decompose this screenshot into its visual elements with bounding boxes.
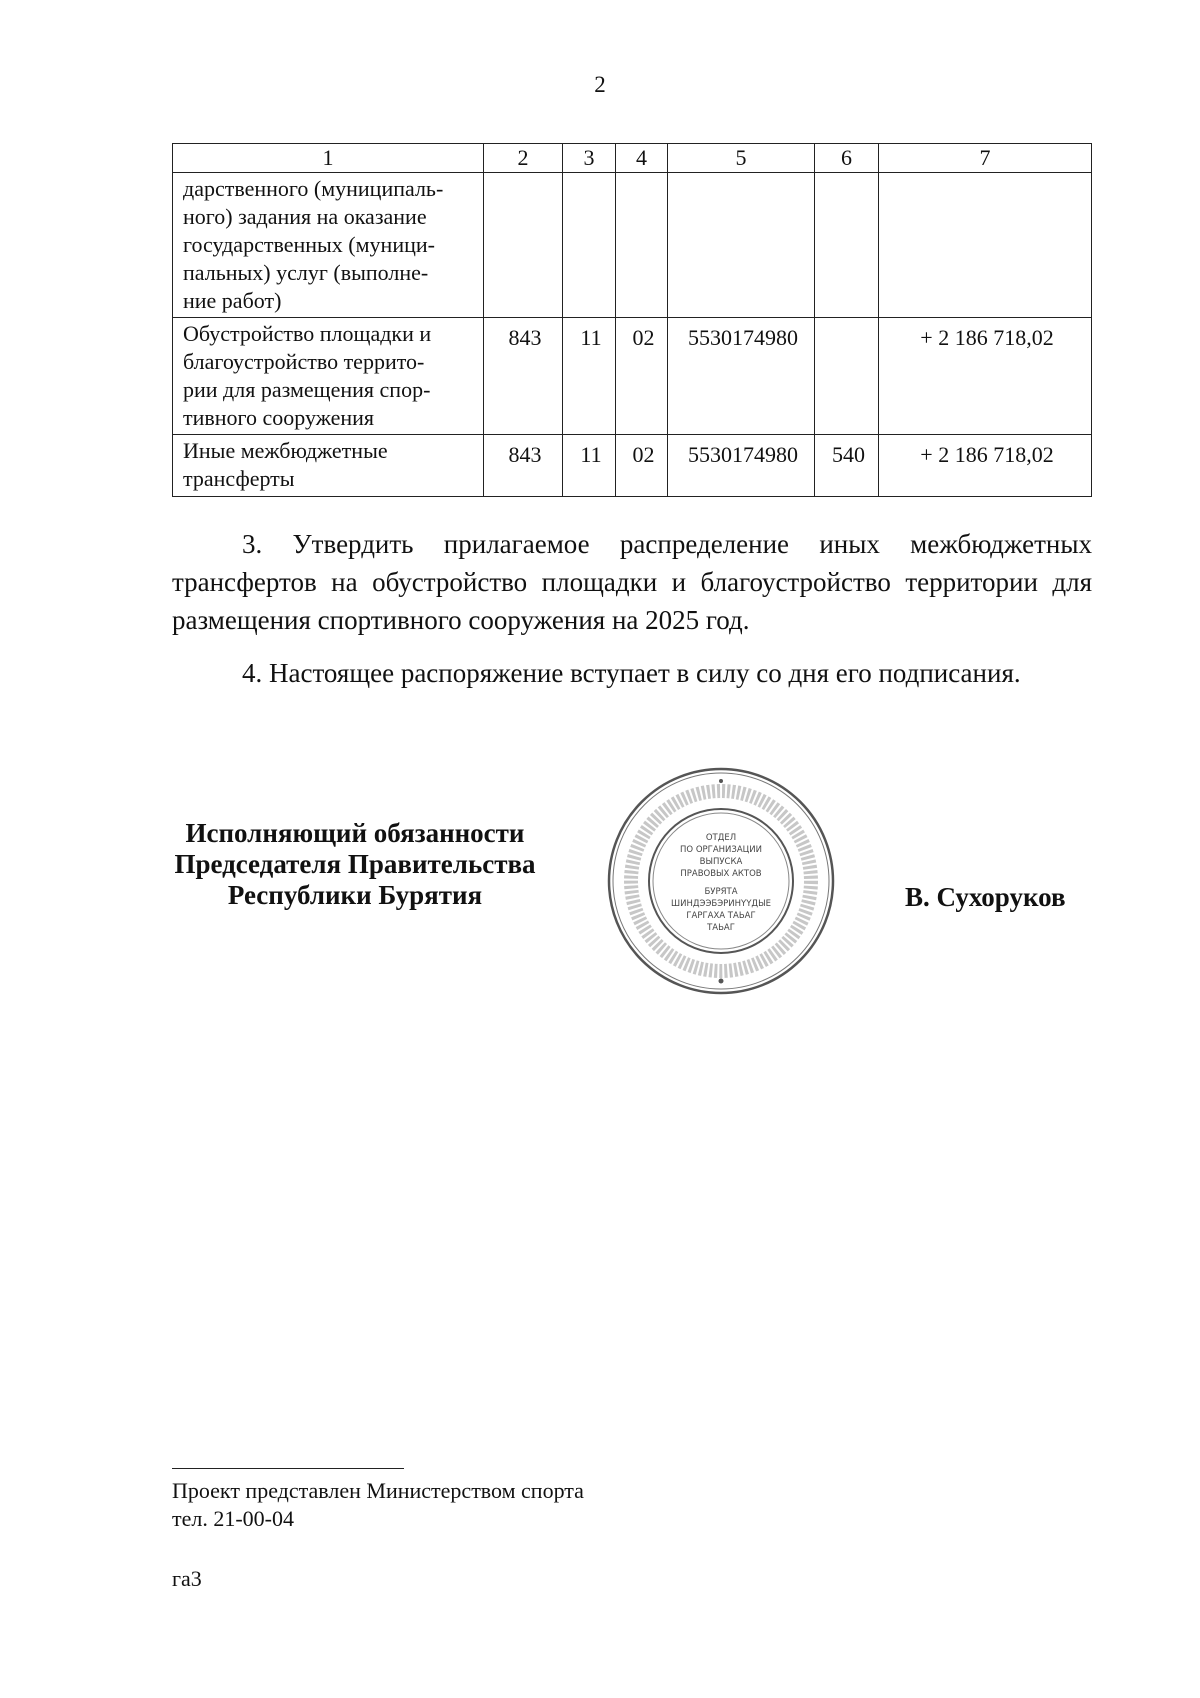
table-cell: 11	[563, 435, 616, 497]
row-name: Обустройство площадки и благоустройство террито- рии для размещения спор- тивного сооружения	[173, 318, 484, 435]
signatory-title-line: Председателя Правительства	[174, 849, 536, 879]
table-header-cell: 3	[563, 144, 616, 173]
table-header-cell: 7	[879, 144, 1092, 173]
table-header-cell: 4	[616, 144, 668, 173]
footnote-line: Проект представлен Министерством спорта	[172, 1478, 584, 1503]
table-header-row	[173, 144, 1092, 173]
table-cell: 843	[484, 435, 563, 497]
table-cell	[668, 173, 815, 318]
stamp-text: ОТДЕЛ	[705, 833, 737, 843]
table-cell: 5530174980	[668, 318, 815, 435]
table-header-cell: 5	[668, 144, 815, 173]
table-row	[173, 173, 1092, 318]
table-header-cell: 2	[484, 144, 563, 173]
stamp-text: ШИНДЭЭБЭРИНҮҮДЫЕ	[671, 899, 771, 909]
footnote-line: тел. 21-00-04	[172, 1506, 295, 1531]
signatory-name: В. Сухоруков	[905, 882, 1066, 912]
paragraph-4: 4. Настоящее распоряжение вступает в силу со дня его подписания.	[242, 658, 1021, 688]
stamp-text: БУРЯТА	[704, 887, 738, 897]
page-number: 2	[594, 72, 606, 97]
budget-table	[172, 143, 1092, 497]
table-cell: 843	[484, 318, 563, 435]
signatory-title	[150, 818, 560, 911]
table-row	[173, 435, 1092, 497]
footnote	[172, 1477, 584, 1533]
signatory-title-line: Республики Бурятия	[227, 880, 483, 910]
table-cell: 5530174980	[668, 435, 815, 497]
stamp-text: ГАРГАХА ТАЬАГ	[686, 911, 756, 921]
table-cell: 02	[616, 318, 668, 435]
row-name: Иные межбюджетные трансферты	[173, 435, 484, 497]
table-cell: 11	[563, 318, 616, 435]
table-cell	[879, 173, 1092, 318]
stamp-text: ТАЬАГ	[707, 923, 735, 933]
table-cell	[563, 173, 616, 318]
table-cell: 540	[815, 435, 879, 497]
row-name: дарственного (муниципаль- ного) задания на оказание государственных (муници- пальных) услуг (выполне- ние работ)	[173, 173, 484, 318]
table-cell: + 2 186 718,02	[879, 318, 1092, 435]
table-header-cell: 1	[173, 144, 484, 173]
signatory-title-line: Исполняющий обязанности	[185, 818, 525, 848]
table-cell: 02	[616, 435, 668, 497]
stamp-text: ВЫПУСКА	[699, 857, 743, 867]
table-cell	[815, 318, 879, 435]
stamp-text: ПО ОРГАНИЗАЦИИ	[680, 845, 762, 855]
table-cell	[815, 173, 879, 318]
paragraph-3: 3. Утвердить прилагаемое распределение иных межбюджетных трансфертов на обустройство площадки и благоустройство территории для размещения спортивного сооружения на 2025 год.	[172, 529, 1092, 635]
document-code: га3	[172, 1566, 202, 1591]
stamp-text: ПРАВОВЫХ АКТОВ	[680, 869, 762, 879]
table-cell: + 2 186 718,02	[879, 435, 1092, 497]
table-cell	[616, 173, 668, 318]
official-stamp	[605, 765, 837, 997]
table-header-cell: 6	[815, 144, 879, 173]
footnote-divider	[172, 1468, 404, 1469]
table-row	[173, 318, 1092, 435]
table-cell	[484, 173, 563, 318]
